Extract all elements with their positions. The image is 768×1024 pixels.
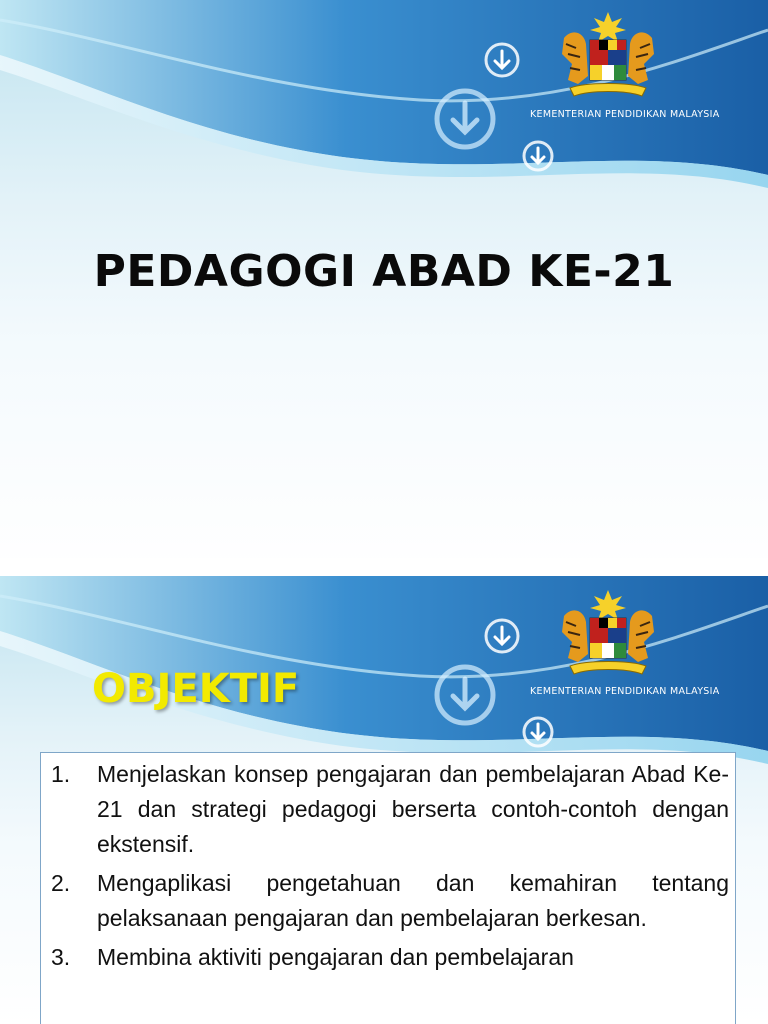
ministry-name: KEMENTERIAN PENDIDIKAN MALAYSIA <box>530 109 720 120</box>
arrow-down-circle-icon <box>482 40 522 80</box>
ministry-name: KEMENTERIAN PENDIDIKAN MALAYSIA <box>530 686 720 697</box>
objective-number: 3. <box>51 944 71 970</box>
arrow-down-circle-icon <box>432 662 498 728</box>
slide-separator <box>0 558 768 576</box>
arrow-down-circle-icon <box>432 86 498 152</box>
objectives-box <box>40 752 736 1024</box>
objective-number: 2. <box>51 870 71 896</box>
arrow-down-circle-icon <box>520 714 556 750</box>
objective-item <box>51 866 729 936</box>
malaysia-coat-of-arms-icon <box>556 10 660 102</box>
objectives-list <box>41 753 735 975</box>
malaysia-coat-of-arms-icon <box>556 588 660 680</box>
objectives-heading: OBJEKTIF <box>92 666 300 712</box>
arrow-down-circle-icon <box>482 616 522 656</box>
objective-text: Membina aktiviti pengajaran dan pembelajaran <box>97 944 574 970</box>
arrow-down-circle-icon <box>520 138 556 174</box>
objective-number: 1. <box>51 761 71 787</box>
objectives-slide <box>0 576 768 1024</box>
objective-text: Mengaplikasi pengetahuan dan kemahiran tentang pelaksanaan pengajaran dan pembelajaran berkesan. <box>97 870 729 931</box>
objective-item <box>51 940 729 975</box>
objective-item <box>51 757 729 862</box>
slide-title: PEDAGOGI ABAD KE-21 <box>93 246 675 297</box>
objective-text: Menjelaskan konsep pengajaran dan pembelajaran Abad Ke-21 dan strategi pedagogi berserta contoh-contoh dengan ekstensif. <box>97 761 729 857</box>
